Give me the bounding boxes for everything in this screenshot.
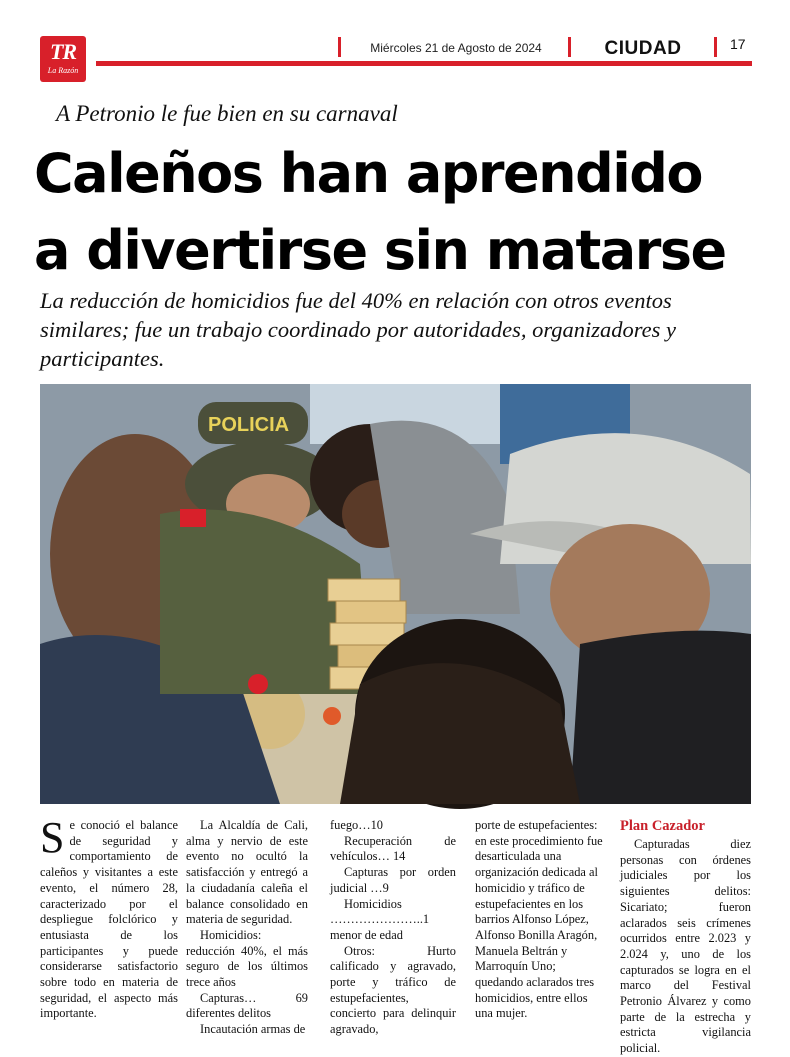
body-column-4 (475, 818, 607, 1022)
col1-text: e conoció el balance de seguridad y comportamiento de caleños y visitantes a este evento, el número 28, caracterizado por el despliegue folclórico y entusiasta de los participantes y puede considerarse satisfactorio sobre todo en materia de seguridad, el aspecto más importante. (40, 818, 178, 1021)
header-divider (714, 37, 717, 57)
body-paragraph: …………………..1 menor de edad (330, 912, 430, 942)
body-paragraph: Capturas… 69 diferentes delitos (186, 990, 308, 1021)
headline-line-2: a divertirse sin matarse (34, 219, 726, 282)
issue-date: Miércoles 21 de Agosto de 2024 (370, 41, 542, 55)
drop-cap: S (40, 813, 65, 862)
logo-mark: TR (49, 39, 77, 64)
body-paragraph (40, 813, 178, 1022)
header-divider (568, 37, 571, 57)
body-column-5 (620, 818, 751, 1057)
headline-line-1: Caleños han aprendido (34, 142, 703, 205)
body-paragraph: porte de estupefacientes: en este procedimiento fue desarticulada una organización dedicada al homicidio y tráfico de estupefacientes en los barrios Alfonso López, Alfonso Bonilla Aragón, Manuela Beltrán y Marroquín Uno; quedando aclarados tres homicidios, entre ellos una mujer. (475, 818, 603, 1021)
article-deck: La reducción de homicidios fue del 40% en relación con otros eventos similares; fue un trabajo coordinado por autoridades, organizadores y participantes. (40, 288, 677, 371)
body-column-3 (330, 818, 456, 1038)
logo-name: La Razón (47, 66, 79, 75)
header-rule (96, 61, 752, 66)
body-paragraph: Incautación armas de (200, 1022, 306, 1037)
article-photo (40, 384, 751, 804)
body-paragraph: Recuperación de vehículos… 14 (330, 833, 456, 864)
subheading-plan-cazador: Plan Cazador (620, 818, 705, 834)
body-paragraph: Capturas por orden judicial …9 (330, 865, 456, 895)
body-paragraph: Homicidios: reducción 40%, el más seguro de los últimos trece años (186, 927, 308, 990)
body-paragraph: Capturadas diez personas con órdenes judiciales por los siguientes delitos: Sicariato; fueron aclarados seis crímenes ocurridos entre 2.023 y 2.024 y, uno de los capturados se logra en el marco del Festival Petronio Álvarez y como parte de la estrecha y estricta vigilancia policial. (620, 837, 751, 1056)
cap-label: POLICIA (208, 414, 290, 436)
body-column-2 (186, 818, 308, 1038)
body-paragraph: La Alcaldía de Cali, alma y nervio de este evento no ocultó la satisfacción y entregó a la ciudadanía caleña el balance consolidado en materia de seguridad. (186, 818, 308, 927)
section-name: CIUDAD (604, 38, 682, 59)
body-paragraph: Otros: Hurto calificado y agravado, porte y tráfico de estupefacientes, concierto para delinquir agravado, (330, 943, 456, 1037)
header-divider (338, 37, 341, 57)
article-kicker: A Petronio le fue bien en su carnaval (56, 101, 398, 126)
body-column-1 (40, 813, 178, 1022)
newspaper-logo (40, 36, 86, 82)
body-paragraph: fuego…10 (330, 818, 383, 832)
body-paragraph: Homicidios (344, 896, 402, 911)
article-headline (34, 135, 764, 289)
page-number: 17 (730, 36, 746, 52)
photo-illustration (40, 384, 751, 804)
